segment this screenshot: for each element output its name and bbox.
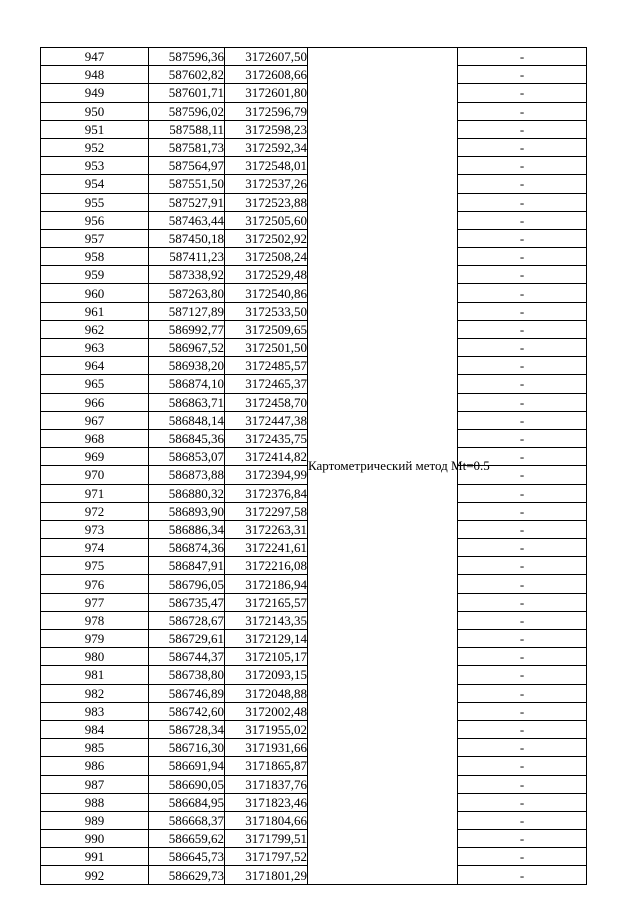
note-cell: - <box>458 557 587 575</box>
x-coordinate-cell: 586893,90 <box>149 502 225 520</box>
x-coordinate-cell: 586729,61 <box>149 630 225 648</box>
note-cell: - <box>458 138 587 156</box>
x-coordinate-cell: 587527,91 <box>149 193 225 211</box>
x-coordinate-cell: 587602,82 <box>149 66 225 84</box>
note-cell: - <box>458 375 587 393</box>
point-number-cell: 956 <box>41 211 149 229</box>
note-cell: - <box>458 357 587 375</box>
x-coordinate-cell: 586690,05 <box>149 775 225 793</box>
point-number-cell: 967 <box>41 411 149 429</box>
note-cell: - <box>458 429 587 447</box>
note-cell: - <box>458 320 587 338</box>
point-number-cell: 953 <box>41 157 149 175</box>
x-coordinate-cell: 586716,30 <box>149 739 225 757</box>
x-coordinate-cell: 587596,36 <box>149 48 225 66</box>
y-coordinate-cell: 3172186,94 <box>225 575 308 593</box>
note-cell: - <box>458 102 587 120</box>
x-coordinate-cell: 586684,95 <box>149 793 225 811</box>
point-number-cell: 980 <box>41 648 149 666</box>
note-cell: - <box>458 339 587 357</box>
point-number-cell: 952 <box>41 138 149 156</box>
note-cell: - <box>458 229 587 247</box>
y-coordinate-cell: 3172165,57 <box>225 593 308 611</box>
x-coordinate-cell: 587581,73 <box>149 138 225 156</box>
note-cell: - <box>458 720 587 738</box>
note-cell: - <box>458 593 587 611</box>
note-cell: - <box>458 193 587 211</box>
x-coordinate-cell: 587338,92 <box>149 266 225 284</box>
y-coordinate-cell: 3172241,61 <box>225 539 308 557</box>
y-coordinate-cell: 3171801,29 <box>225 866 308 884</box>
y-coordinate-cell: 3172048,88 <box>225 684 308 702</box>
y-coordinate-cell: 3172598,23 <box>225 120 308 138</box>
x-coordinate-cell: 587263,80 <box>149 284 225 302</box>
y-coordinate-cell: 3171865,87 <box>225 757 308 775</box>
note-cell: - <box>458 666 587 684</box>
x-coordinate-cell: 586629,73 <box>149 866 225 884</box>
y-coordinate-cell: 3172502,92 <box>225 229 308 247</box>
note-cell: - <box>458 539 587 557</box>
point-number-cell: 972 <box>41 502 149 520</box>
point-number-cell: 968 <box>41 429 149 447</box>
y-coordinate-cell: 3172414,82 <box>225 448 308 466</box>
note-cell: - <box>458 448 587 466</box>
point-number-cell: 986 <box>41 757 149 775</box>
y-coordinate-cell: 3172540,86 <box>225 284 308 302</box>
y-coordinate-cell: 3172529,48 <box>225 266 308 284</box>
y-coordinate-cell: 3172592,34 <box>225 138 308 156</box>
y-coordinate-cell: 3172523,88 <box>225 193 308 211</box>
x-coordinate-cell: 587564,97 <box>149 157 225 175</box>
note-cell: - <box>458 502 587 520</box>
y-coordinate-cell: 3172263,31 <box>225 520 308 538</box>
point-number-cell: 981 <box>41 666 149 684</box>
y-coordinate-cell: 3172596,79 <box>225 102 308 120</box>
point-number-cell: 965 <box>41 375 149 393</box>
y-coordinate-cell: 3172485,57 <box>225 357 308 375</box>
note-cell: - <box>458 611 587 629</box>
x-coordinate-cell: 586738,80 <box>149 666 225 684</box>
note-cell: - <box>458 739 587 757</box>
note-cell: - <box>458 630 587 648</box>
note-cell: - <box>458 393 587 411</box>
point-number-cell: 991 <box>41 848 149 866</box>
point-number-cell: 976 <box>41 575 149 593</box>
x-coordinate-cell: 586967,52 <box>149 339 225 357</box>
note-cell: - <box>458 793 587 811</box>
y-coordinate-cell: 3171799,51 <box>225 830 308 848</box>
note-cell: - <box>458 284 587 302</box>
x-coordinate-cell: 586668,37 <box>149 811 225 829</box>
x-coordinate-cell: 586874,10 <box>149 375 225 393</box>
point-number-cell: 977 <box>41 593 149 611</box>
y-coordinate-cell: 3172394,99 <box>225 466 308 484</box>
y-coordinate-cell: 3172129,14 <box>225 630 308 648</box>
point-number-cell: 959 <box>41 266 149 284</box>
y-coordinate-cell: 3171931,66 <box>225 739 308 757</box>
y-coordinate-cell: 3172105,17 <box>225 648 308 666</box>
point-number-cell: 963 <box>41 339 149 357</box>
point-number-cell: 971 <box>41 484 149 502</box>
x-coordinate-cell: 587551,50 <box>149 175 225 193</box>
y-coordinate-cell: 3172608,66 <box>225 66 308 84</box>
y-coordinate-cell: 3172548,01 <box>225 157 308 175</box>
note-cell: - <box>458 211 587 229</box>
x-coordinate-cell: 587411,23 <box>149 248 225 266</box>
note-cell: - <box>458 66 587 84</box>
coordinates-table-body <box>41 48 587 885</box>
note-cell: - <box>458 248 587 266</box>
note-cell: - <box>458 848 587 866</box>
point-number-cell: 987 <box>41 775 149 793</box>
y-coordinate-cell: 3172505,60 <box>225 211 308 229</box>
x-coordinate-cell: 587588,11 <box>149 120 225 138</box>
x-coordinate-cell: 586874,36 <box>149 539 225 557</box>
note-cell: - <box>458 157 587 175</box>
coordinates-table <box>40 47 587 885</box>
x-coordinate-cell: 586744,37 <box>149 648 225 666</box>
point-number-cell: 989 <box>41 811 149 829</box>
y-coordinate-cell: 3172509,65 <box>225 320 308 338</box>
x-coordinate-cell: 586645,73 <box>149 848 225 866</box>
x-coordinate-cell: 586853,07 <box>149 448 225 466</box>
note-cell: - <box>458 411 587 429</box>
x-coordinate-cell: 586992,77 <box>149 320 225 338</box>
x-coordinate-cell: 587450,18 <box>149 229 225 247</box>
x-coordinate-cell: 586938,20 <box>149 357 225 375</box>
x-coordinate-cell: 586728,34 <box>149 720 225 738</box>
y-coordinate-cell: 3172601,80 <box>225 84 308 102</box>
y-coordinate-cell: 3172002,48 <box>225 702 308 720</box>
note-cell: - <box>458 811 587 829</box>
x-coordinate-cell: 586659,62 <box>149 830 225 848</box>
point-number-cell: 960 <box>41 284 149 302</box>
x-coordinate-cell: 586848,14 <box>149 411 225 429</box>
note-cell: - <box>458 702 587 720</box>
note-cell: - <box>458 266 587 284</box>
y-coordinate-cell: 3172458,70 <box>225 393 308 411</box>
y-coordinate-cell: 3172533,50 <box>225 302 308 320</box>
point-number-cell: 975 <box>41 557 149 575</box>
note-cell: - <box>458 484 587 502</box>
method-cell: Картометрический метод Mt=0.5 <box>308 48 458 885</box>
x-coordinate-cell: 586735,47 <box>149 593 225 611</box>
point-number-cell: 982 <box>41 684 149 702</box>
y-coordinate-cell: 3171804,66 <box>225 811 308 829</box>
x-coordinate-cell: 586847,91 <box>149 557 225 575</box>
note-cell: - <box>458 466 587 484</box>
y-coordinate-cell: 3172093,15 <box>225 666 308 684</box>
x-coordinate-cell: 586796,05 <box>149 575 225 593</box>
point-number-cell: 957 <box>41 229 149 247</box>
point-number-cell: 970 <box>41 466 149 484</box>
point-number-cell: 979 <box>41 630 149 648</box>
point-number-cell: 990 <box>41 830 149 848</box>
x-coordinate-cell: 586863,71 <box>149 393 225 411</box>
x-coordinate-cell: 587463,44 <box>149 211 225 229</box>
point-number-cell: 958 <box>41 248 149 266</box>
note-cell: - <box>458 575 587 593</box>
y-coordinate-cell: 3172465,37 <box>225 375 308 393</box>
point-number-cell: 954 <box>41 175 149 193</box>
note-cell: - <box>458 830 587 848</box>
point-number-cell: 955 <box>41 193 149 211</box>
x-coordinate-cell: 586742,60 <box>149 702 225 720</box>
y-coordinate-cell: 3172607,50 <box>225 48 308 66</box>
x-coordinate-cell: 586691,94 <box>149 757 225 775</box>
x-coordinate-cell: 586746,89 <box>149 684 225 702</box>
x-coordinate-cell: 587127,89 <box>149 302 225 320</box>
y-coordinate-cell: 3172435,75 <box>225 429 308 447</box>
note-cell: - <box>458 684 587 702</box>
point-number-cell: 951 <box>41 120 149 138</box>
y-coordinate-cell: 3172376,84 <box>225 484 308 502</box>
y-coordinate-cell: 3172537,26 <box>225 175 308 193</box>
point-number-cell: 978 <box>41 611 149 629</box>
note-cell: - <box>458 520 587 538</box>
point-number-cell: 950 <box>41 102 149 120</box>
note-cell: - <box>458 48 587 66</box>
point-number-cell: 992 <box>41 866 149 884</box>
note-cell: - <box>458 175 587 193</box>
point-number-cell: 973 <box>41 520 149 538</box>
y-coordinate-cell: 3172143,35 <box>225 611 308 629</box>
point-number-cell: 948 <box>41 66 149 84</box>
point-number-cell: 985 <box>41 739 149 757</box>
note-cell: - <box>458 302 587 320</box>
table-row <box>41 48 587 66</box>
point-number-cell: 964 <box>41 357 149 375</box>
x-coordinate-cell: 586880,32 <box>149 484 225 502</box>
point-number-cell: 962 <box>41 320 149 338</box>
note-cell: - <box>458 775 587 793</box>
note-cell: - <box>458 84 587 102</box>
y-coordinate-cell: 3172447,38 <box>225 411 308 429</box>
y-coordinate-cell: 3171837,76 <box>225 775 308 793</box>
point-number-cell: 983 <box>41 702 149 720</box>
note-cell: - <box>458 866 587 884</box>
y-coordinate-cell: 3172501,50 <box>225 339 308 357</box>
y-coordinate-cell: 3171823,46 <box>225 793 308 811</box>
x-coordinate-cell: 586886,34 <box>149 520 225 538</box>
point-number-cell: 947 <box>41 48 149 66</box>
point-number-cell: 961 <box>41 302 149 320</box>
y-coordinate-cell: 3171797,52 <box>225 848 308 866</box>
point-number-cell: 974 <box>41 539 149 557</box>
note-cell: - <box>458 757 587 775</box>
point-number-cell: 988 <box>41 793 149 811</box>
y-coordinate-cell: 3172508,24 <box>225 248 308 266</box>
point-number-cell: 969 <box>41 448 149 466</box>
x-coordinate-cell: 586873,88 <box>149 466 225 484</box>
point-number-cell: 949 <box>41 84 149 102</box>
point-number-cell: 966 <box>41 393 149 411</box>
y-coordinate-cell: 3171955,02 <box>225 720 308 738</box>
x-coordinate-cell: 586845,36 <box>149 429 225 447</box>
x-coordinate-cell: 587596,02 <box>149 102 225 120</box>
note-cell: - <box>458 648 587 666</box>
point-number-cell: 984 <box>41 720 149 738</box>
y-coordinate-cell: 3172297,58 <box>225 502 308 520</box>
x-coordinate-cell: 587601,71 <box>149 84 225 102</box>
x-coordinate-cell: 586728,67 <box>149 611 225 629</box>
y-coordinate-cell: 3172216,08 <box>225 557 308 575</box>
note-cell: - <box>458 120 587 138</box>
